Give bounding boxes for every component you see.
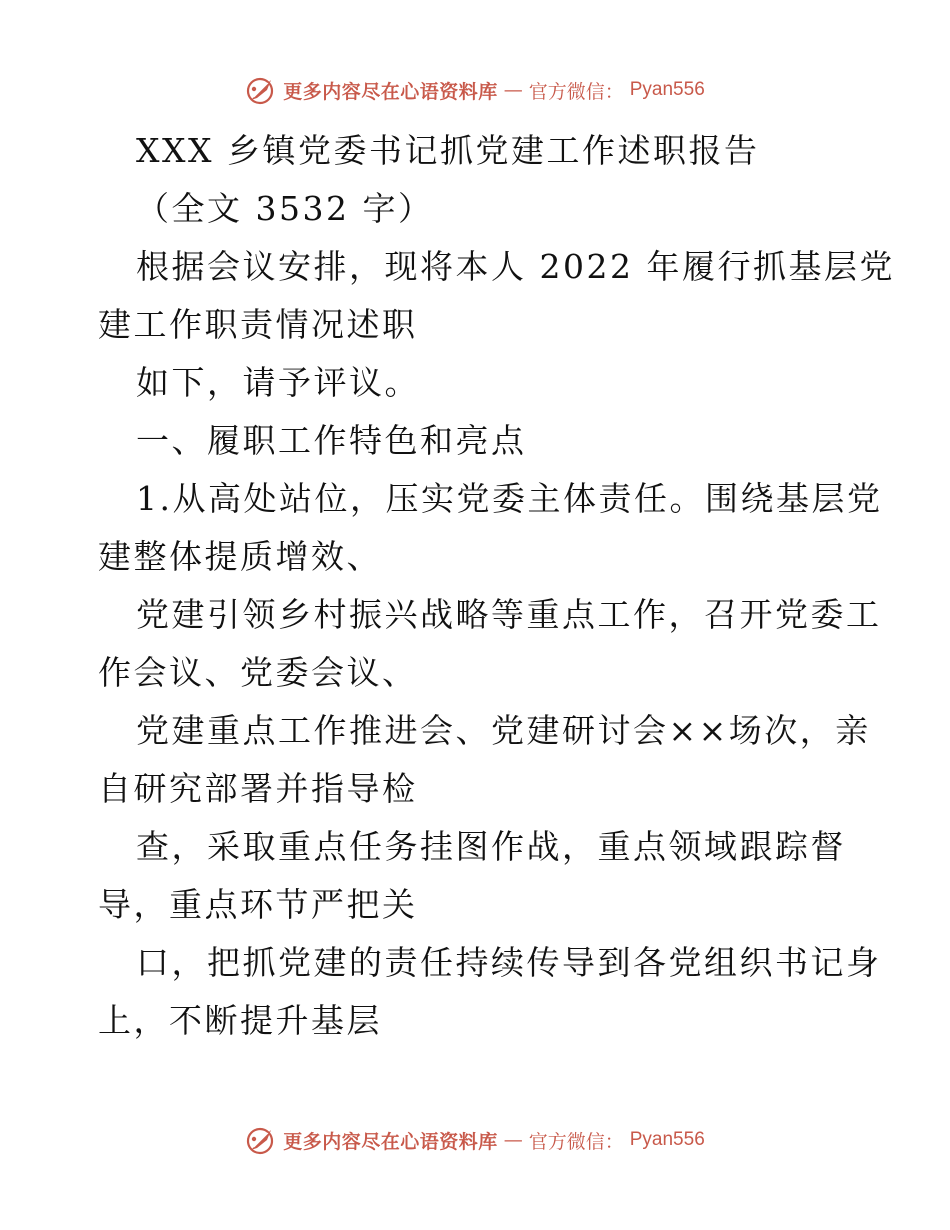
footer-banner-content bbox=[245, 1124, 705, 1156]
text-line: 根据会议安排，现将本人 2022 年履行抓基层党 bbox=[136, 247, 895, 286]
text-line: 自研究部署并指导检 bbox=[98, 769, 418, 808]
quill-pen-logo-icon bbox=[245, 1124, 277, 1156]
text-line: 建整体提质增效、 bbox=[98, 537, 382, 576]
text-line: 查，采取重点任务挂图作战，重点领域跟踪督 bbox=[136, 827, 846, 866]
text-line: 建工作职责情况述职 bbox=[98, 305, 418, 344]
text-line: 导，重点环节严把关 bbox=[98, 885, 418, 924]
wechat-id: Pyan556 bbox=[629, 79, 705, 100]
text-line: 一、履职工作特色和亮点 bbox=[136, 421, 527, 460]
text-line: 作会议、党委会议、 bbox=[98, 653, 418, 692]
text-line: （全文 3532 字） bbox=[136, 189, 434, 228]
banner-separator: — bbox=[503, 79, 523, 101]
banner-separator: — bbox=[503, 1129, 523, 1151]
text-line: 党建重点工作推进会、党建研讨会××场次，亲 bbox=[136, 711, 871, 750]
text-line: 上，不断提升基层 bbox=[98, 1001, 382, 1040]
text-line: 党建引领乡村振兴战略等重点工作，召开党委工 bbox=[136, 595, 882, 634]
text-line: 1.从高处站位，压实党委主体责任。围绕基层党 bbox=[136, 479, 883, 518]
document-body bbox=[98, 122, 895, 1050]
footer-banner bbox=[0, 1120, 950, 1160]
site-name-text: 更多内容尽在心语资料库 bbox=[283, 1130, 498, 1153]
text-line: 如下，请予评议。 bbox=[136, 363, 420, 402]
header-banner-content bbox=[245, 74, 705, 106]
wechat-id: Pyan556 bbox=[629, 1129, 705, 1150]
text-line: 口，把抓党建的责任持续传导到各党组织书记身 bbox=[136, 943, 882, 982]
header-banner bbox=[0, 70, 950, 110]
text-line: XXX 乡镇党委书记抓党建工作述职报告 bbox=[136, 131, 760, 170]
wechat-label: 官方微信： bbox=[528, 80, 624, 103]
quill-pen-logo-icon bbox=[245, 74, 277, 106]
wechat-label: 官方微信： bbox=[528, 1130, 624, 1153]
site-name-text: 更多内容尽在心语资料库 bbox=[283, 80, 498, 103]
